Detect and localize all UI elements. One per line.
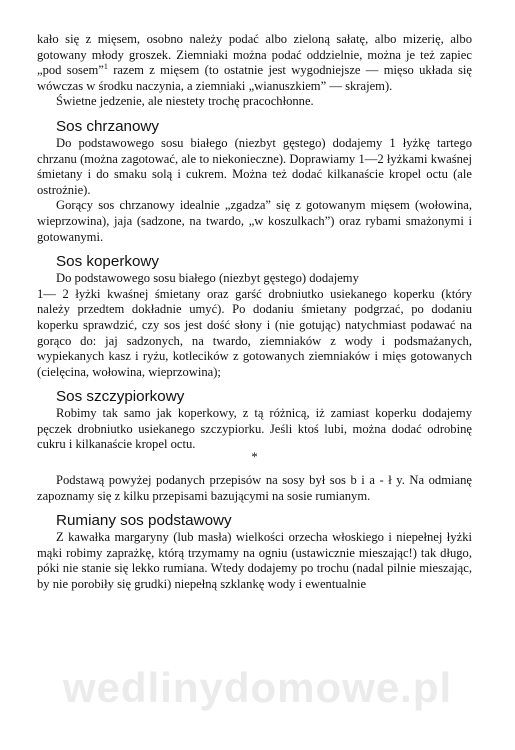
paragraph: Świetne jedzenie, ale niestety trochę pracochłonne. [56,94,314,109]
watermark: wedlinydomowe.pl [62,664,453,711]
paragraph: 1— 2 łyżki kwaśnej śmietany oraz garść drobniutko usiekanego koperku (który należy przedtem dokładnie umyć). Po dodaniu śmietany podgrzać, po dodaniu koperku sprawdzić, czy sos jest dość słony i (nie gotując) natychmiast podawać na gorąco do: jaj sadzonych, na twardo, ziemniaków z wody i podsmażanych, wypiekanych kasz i ryżu, kotlecików z gotowanych ziemniaków i mięs gotowanych (cielęcina, wołowina, wieprzowina); [37,286,472,379]
section-heading: Sos chrzanowy [56,117,159,135]
footnote-marker: 1 [103,62,108,71]
paragraph: Do podstawowego sosu białego (niezbyt gęstego) dodajemy 1 łyżkę tartego chrzanu (można zagotować, ale to niekonieczne). Doprawiamy 1—2 łyżkami kwaśnej śmietany i do smaku solą i cukrem. Można też dodać kilkanaście kropel octu (ale ostrożnie). [37,135,472,197]
section-heading: Sos koperkowy [56,253,159,271]
section-heading: Sos szczypiorkowy [56,388,185,406]
paragraph-text: razem z mięsem (to ostatnie jest wygodniejsze — mięso układa się wówczas w środku naczynia, a ziemniaki „wianuszkiem” — skrajem). [37,63,472,93]
page-content [37,32,472,593]
section-separator: * [251,450,258,465]
paragraph-text: kało się z mięsem, osobno należy podać albo zieloną sałatę, albo mizerię, albo gotowany młody groszek. Ziemniaki można podać oddzielnie, można je też zapiec „pod sosem” [37,32,472,78]
paragraph: Z kawałka margaryny (lub masła) wielkości orzecha włoskiego i niepełnej łyżki mąki robimy zaprażkę, którą trzymamy na ogniu (ustawicznie mieszając!) tak długo, póki nie stanie się lekko rumiana. Wtedy dodajemy po trochu (nadal pilnie mieszając, by nie porobiły się grudki) niepełną szklankę wody i ewentualnie [37,530,472,592]
paragraph: Gorący sos chrzanowy idealnie „zgadza” się z gotowanym mięsem (wołowina, wieprzowina), jaja (sadzone, na twardo, „w koszulkach”) oraz rybami smażonymi i gotowanymi. [37,198,472,244]
paragraph: Do podstawowego sosu białego (niezbyt gęstego) dodajemy [56,271,359,286]
paragraph: Robimy tak samo jak koperkowy, z tą różnicą, iż zamiast koperku dodajemy pęczek drobniutko usiekanego szczypiorku. Jeśli ktoś lubi, można dodać odrobinę cukru i kilkanaście kropel octu. [37,406,472,452]
paragraph: Podstawą powyżej podanych przepisów na sosy był sos b i a - ł y. Na odmianę zapoznamy się z kilku przepisami bazującymi na sosie rumianym. [37,473,472,503]
section-heading: Rumiany sos podstawowy [56,512,232,530]
paragraph [37,32,472,94]
